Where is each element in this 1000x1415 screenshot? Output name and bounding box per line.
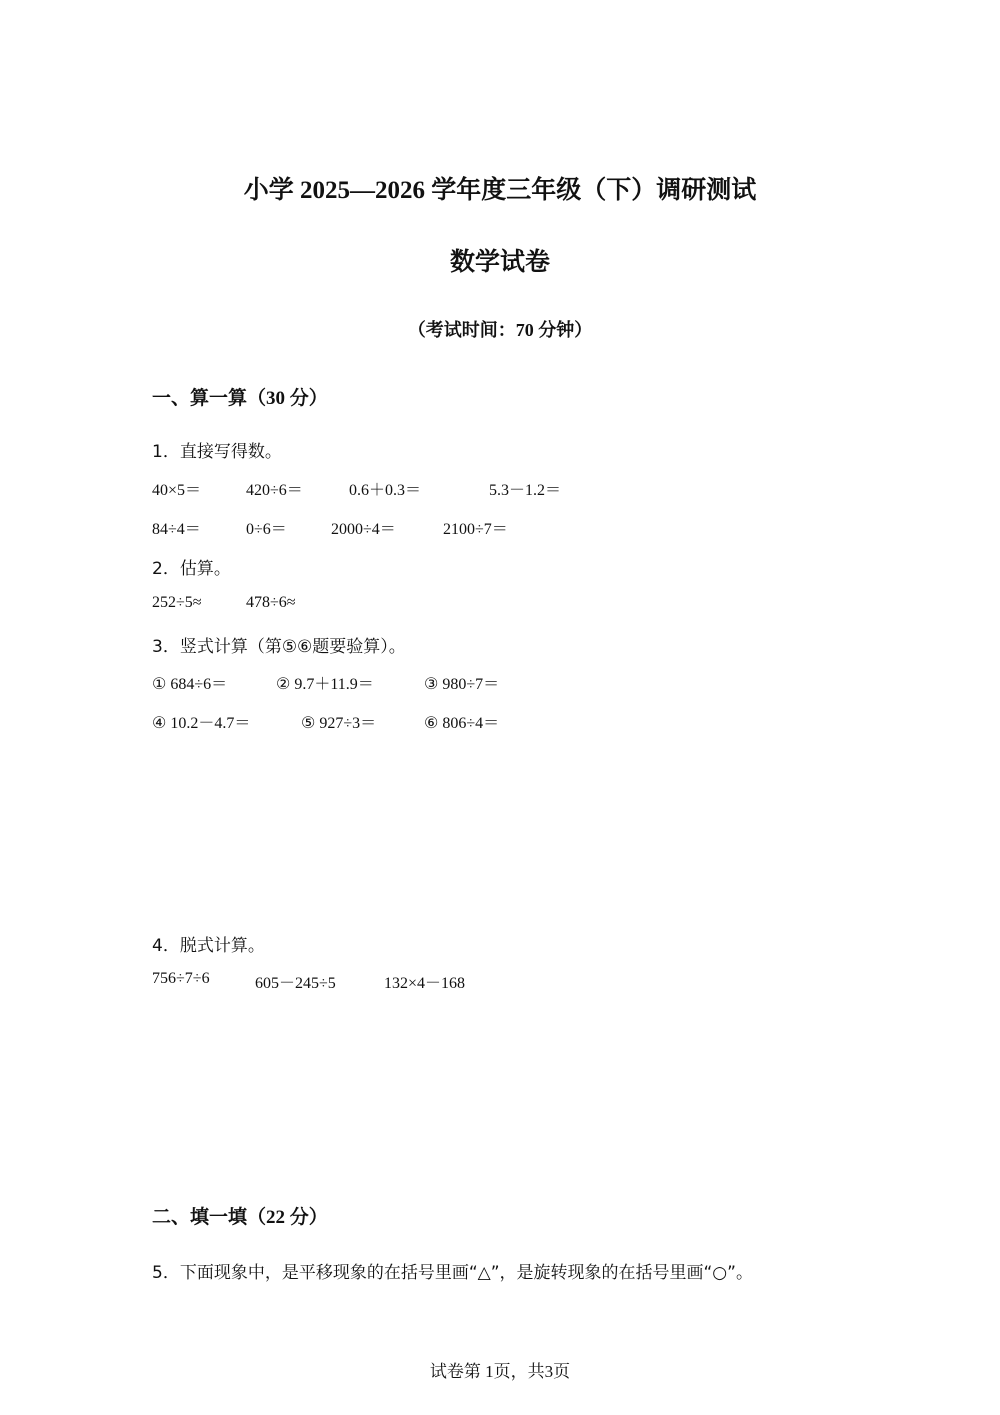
problem: 2000÷4＝: [331, 521, 396, 538]
question-4-label: 4．脱式计算。: [152, 936, 265, 956]
problem: 0.6＋0.3＝: [349, 482, 422, 499]
exam-subject: 数学试卷: [449, 249, 550, 276]
section-heading-fill-in: 二、填一填（22 分）: [152, 1207, 328, 1228]
problem: 478÷6≈: [246, 594, 296, 611]
problem: 5.3－1.2＝: [489, 482, 562, 499]
problem: 40×5＝: [152, 482, 202, 499]
problem: 252÷5≈: [152, 594, 202, 611]
problem: 2100÷7＝: [443, 521, 508, 538]
problem: ① 684÷6＝: [152, 676, 228, 693]
problem: 132×4－168: [384, 975, 466, 992]
problem: ③ 980÷7＝: [424, 676, 500, 693]
problem: ④ 10.2－4.7＝: [152, 715, 251, 732]
exam-time: （考试时间：70 分钟）: [407, 320, 593, 340]
problem: ⑥ 806÷4＝: [424, 715, 500, 732]
question-1-label: 1．直接写得数。: [152, 442, 282, 462]
page-footer: 试卷第 1页，共3页: [429, 1362, 571, 1381]
problem: ② 9.7＋11.9＝: [276, 676, 374, 693]
problem: 0÷6＝: [246, 521, 287, 538]
section-heading-calculate: 一、算一算（30 分）: [152, 388, 328, 409]
problem: 605－245÷5: [255, 975, 336, 992]
problem: 84÷4＝: [152, 521, 201, 538]
problem: ⑤ 927÷3＝: [301, 715, 377, 732]
problem: 420÷6＝: [246, 482, 303, 499]
question-3-label: 3．竖式计算（第⑤⑥题要验算）。: [152, 637, 406, 657]
exam-title: 小学 2025—2026 学年度三年级（下）调研测试: [243, 177, 757, 204]
question-2-label: 2．估算。: [152, 559, 231, 579]
problem: 756÷7÷6: [152, 970, 210, 987]
question-5-label: 5．下面现象中，是平移现象的在括号里画“△”，是旋转现象的在括号里画“○”。: [152, 1263, 753, 1283]
